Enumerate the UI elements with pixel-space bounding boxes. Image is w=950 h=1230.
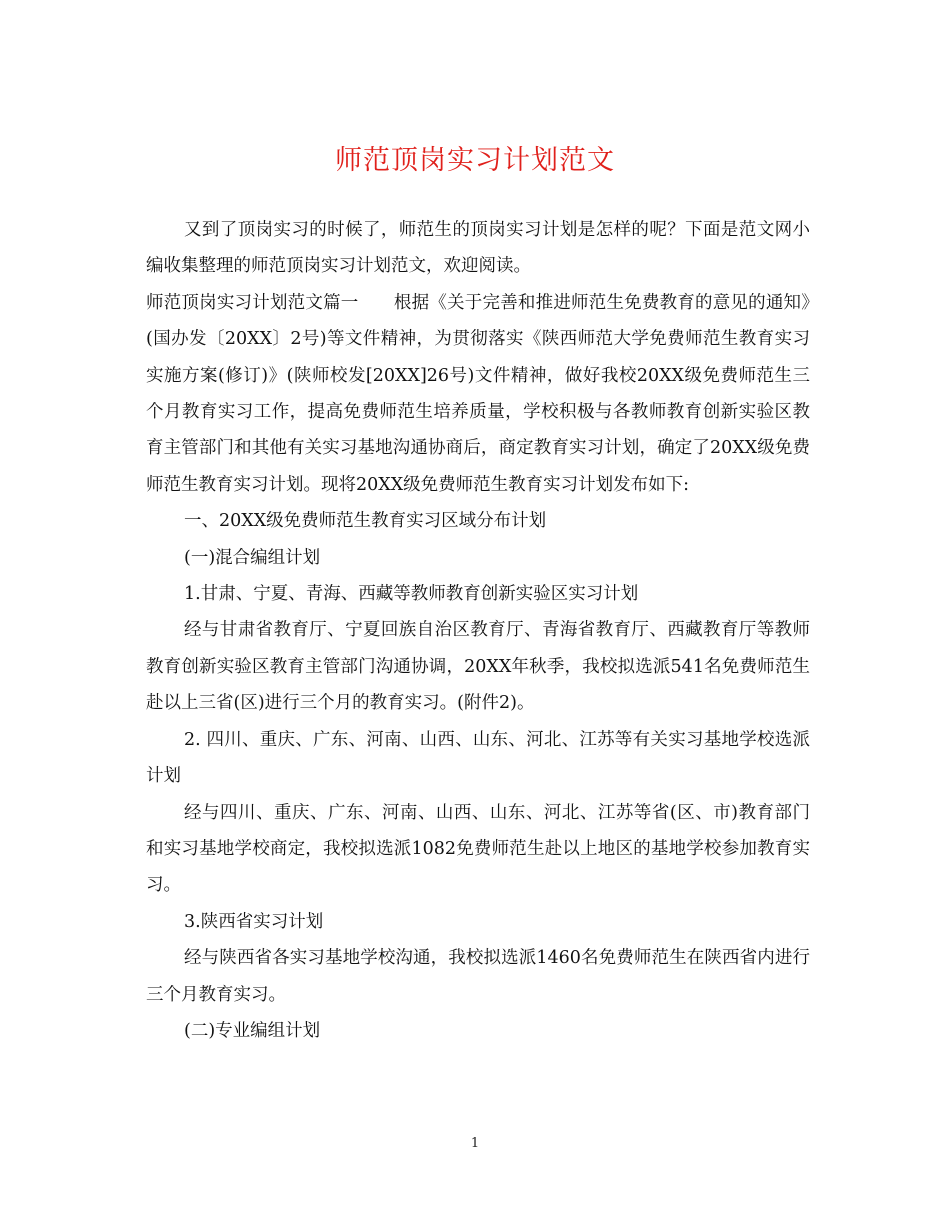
document-title: 师范顶岗实习计划范文	[335, 145, 615, 176]
paragraph-sample-one: 师范顶岗实习计划范文篇一 根据《关于完善和推进师范生免费教育的意见的通知》(国办发〔20XX〕2号)等文件精神，为贯彻落实《陕西师范大学免费师范生教育实习实施方案(修订)》(陕师校发[20XX]26号)文件精神，做好我校20XX级免费师范生三个月教育实习工作，提高免费师范生培养质量，学校积极与各教师教育创新实验区教育主管部门和其他有关实习基地沟通协商后，商定教育实习计划，确定了20XX级免费师范生教育实习计划。现将20XX级免费师范生教育实习计划发布如下:	[146, 292, 810, 495]
paragraph-gansu: 经与甘肃省教育厅、宁夏回族自治区教育厅、青海省教育厅、西藏教育厅等教师教育创新实验区教育主管部门沟通协调，20XX年秋季，我校拟选派541名免费师范生赴以上三省(区)进行三个月的教育实习。(附件2)。	[146, 620, 810, 714]
paragraph-shaanxi: 经与陕西省各实习基地学校沟通，我校拟选派1460名免费师范生在陕西省内进行三个月教育实习。	[146, 948, 810, 1005]
page-number: 1	[470, 1136, 480, 1151]
item-heading-sichuan: 2. 四川、重庆、广东、河南、山西、山东、河北、江苏等有关实习基地学校选派计划	[146, 729, 810, 787]
subsection-heading-major: (二)专业编组计划	[184, 1020, 321, 1041]
document-body	[146, 212, 810, 1049]
subsection-heading-mixed: (一)混合编组计划	[184, 547, 321, 568]
item-heading-shaanxi: 3.陕西省实习计划	[184, 911, 324, 932]
section-heading-distribution: 一、20XX级免费师范生教育实习区域分布计划	[184, 511, 547, 532]
paragraph-sichuan: 经与四川、重庆、广东、河南、山西、山东、河北、江苏等省(区、市)教育部门和实习基地学校商定，我校拟选派1082免费师范生赴以上地区的基地学校参加教育实习。	[146, 802, 810, 896]
item-heading-gansu: 1.甘肃、宁夏、青海、西藏等教师教育创新实验区实习计划	[184, 584, 639, 605]
paragraph-intro: 又到了顶岗实习的时候了，师范生的顶岗实习计划是怎样的呢？下面是范文网小编收集整理的师范顶岗实习计划范文，欢迎阅读。	[146, 220, 810, 277]
